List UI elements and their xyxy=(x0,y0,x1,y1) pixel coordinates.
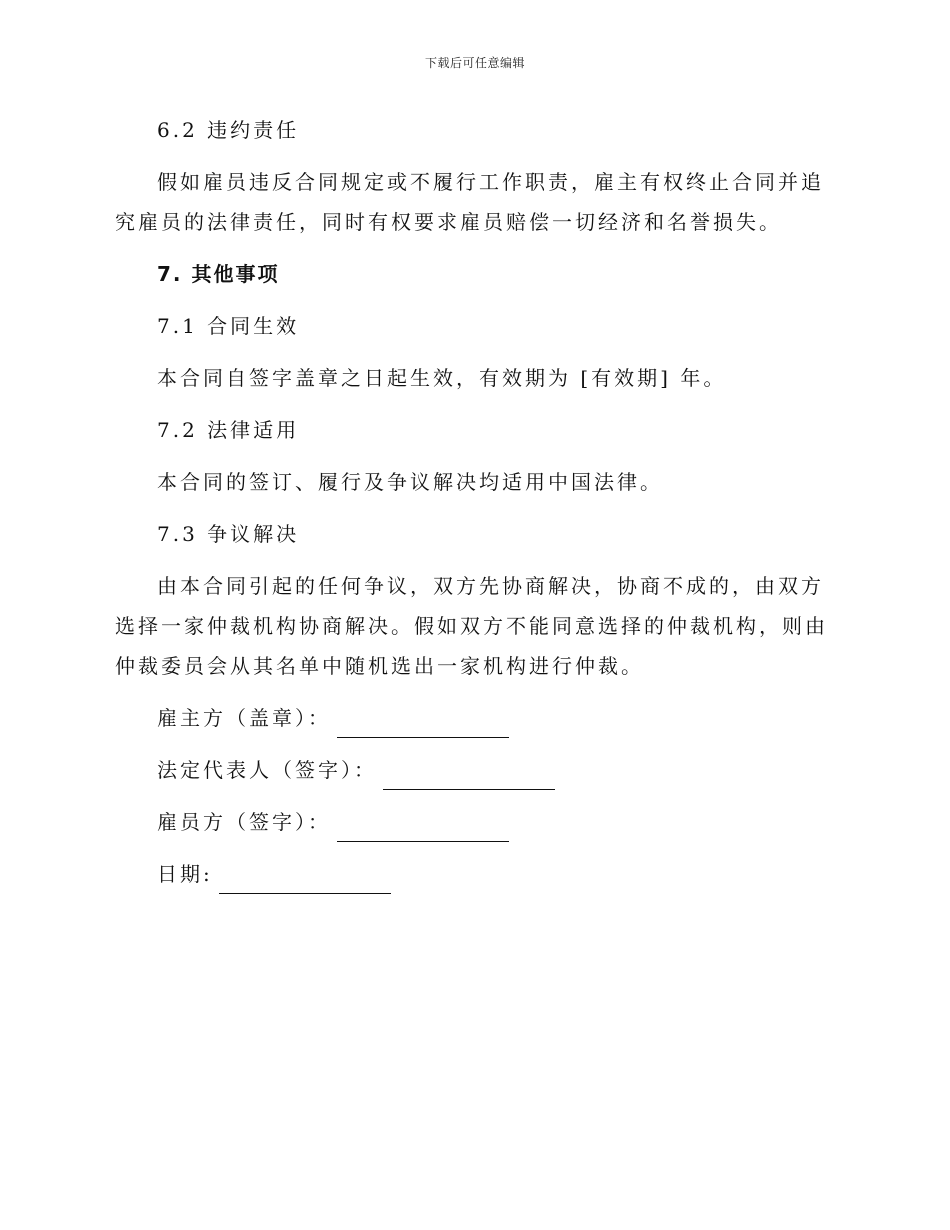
legal-rep-signature-row xyxy=(115,750,830,790)
section-6-2-title: 6.2 违约责任 xyxy=(157,118,300,142)
employer-signature-label: 雇主方（盖章）： xyxy=(157,706,331,730)
date-label: 日期: xyxy=(157,862,213,886)
employee-signature-label: 雇员方（签字）： xyxy=(157,810,331,834)
section-7-1-body: 本合同自签字盖章之日起生效，有效期为 [有效期] 年。 xyxy=(157,366,727,390)
employer-signature-row xyxy=(115,698,830,738)
section-7-3-body: 由本合同引起的任何争议，双方先协商解决，协商不成的，由双方选择一家仲裁机构协商解决。假如双方不能同意选择的仲裁机构，则由仲裁委员会从其名单中随机选出一家机构进行仲裁。 xyxy=(115,574,828,678)
section-7-2-body: 本合同的签订、履行及争议解决均适用中国法律。 xyxy=(157,470,663,494)
legal-rep-signature-label: 法定代表人（签字）： xyxy=(157,758,377,782)
employee-signature-line xyxy=(337,819,509,842)
section-7-2-title: 7.2 法律适用 xyxy=(157,418,300,442)
section-7-1-title: 7.1 合同生效 xyxy=(157,314,300,338)
section-7-3-title: 7.3 争议解决 xyxy=(157,522,300,546)
section-7-heading: 7. 其他事项 xyxy=(157,262,280,286)
legal-rep-signature-line xyxy=(383,767,555,790)
section-6-2-body: 假如雇员违反合同规定或不履行工作职责，雇主有权终止合同并追究雇员的法律责任，同时有权要求雇员赔偿一切经济和名誉损失。 xyxy=(115,170,824,234)
employee-signature-row xyxy=(115,802,830,842)
date-row xyxy=(115,854,830,894)
date-line xyxy=(219,871,391,894)
document-body xyxy=(115,110,830,894)
employer-signature-line xyxy=(337,715,509,738)
page-header: 下载后可任意编辑 xyxy=(424,56,525,70)
